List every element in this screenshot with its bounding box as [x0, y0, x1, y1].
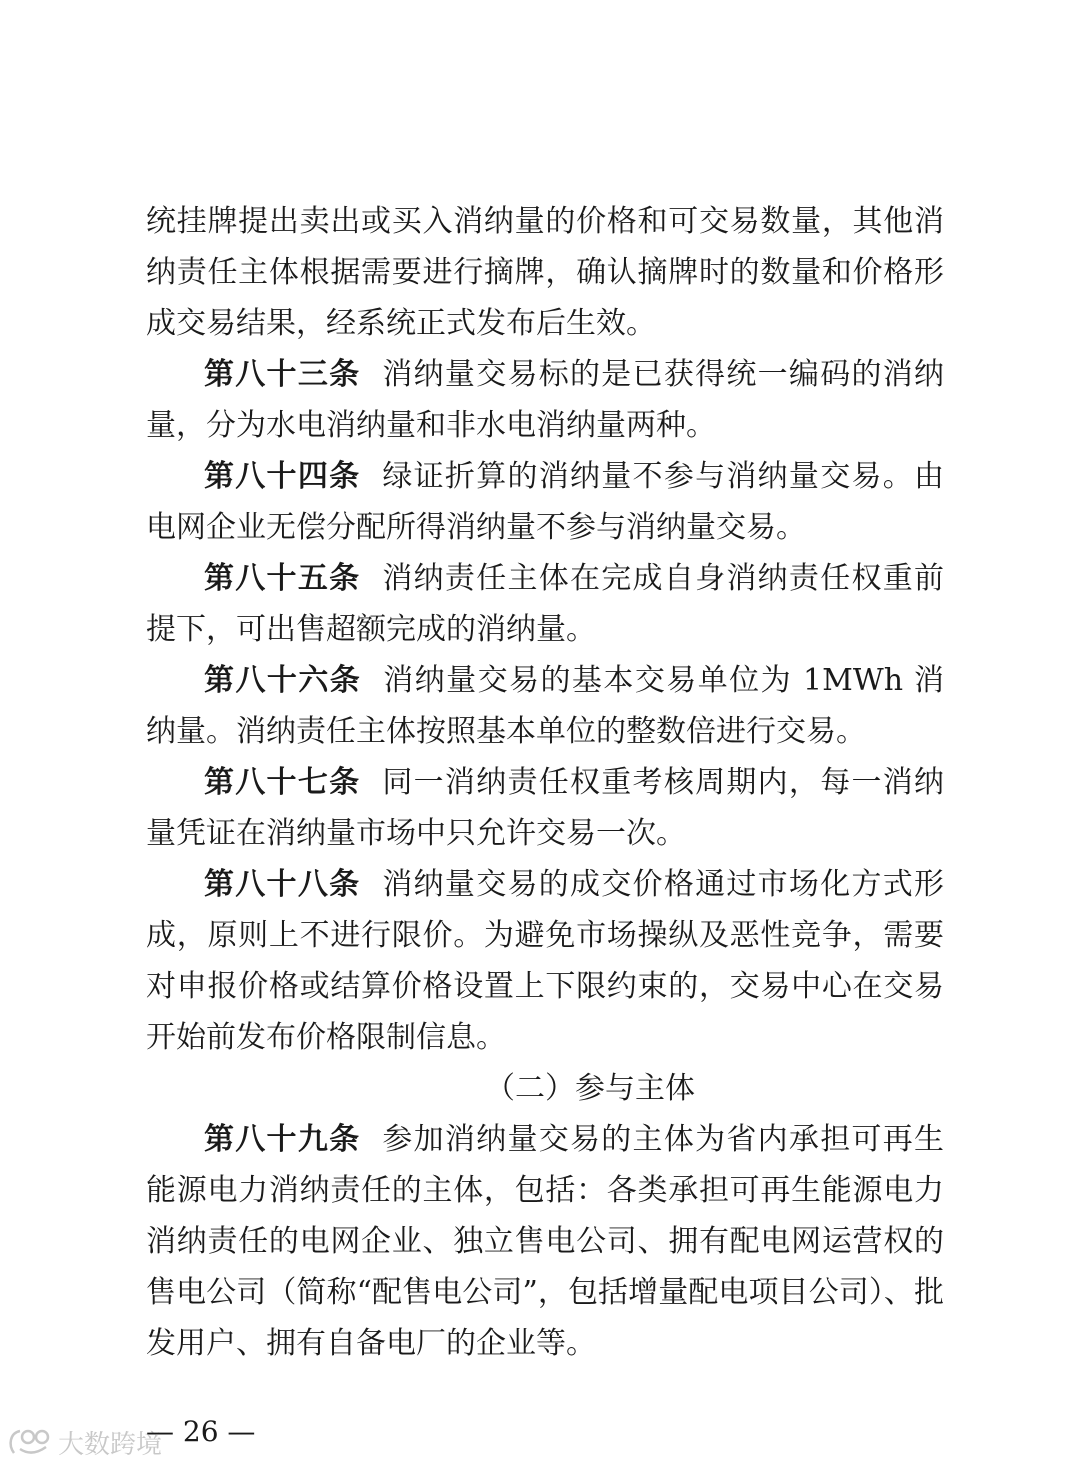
article-85 — [146, 553, 944, 655]
article-text: 消纳量交易的成交价格通过市场化方式形成，原则上不进行限价。为避免市场操纵及恶性竞争，需要对申报价格或结算价格设置上下限约束的，交易中心在交易开始前发布价格限制信息。 — [146, 867, 945, 1055]
article-88 — [146, 859, 944, 1063]
article-number: 第八十七条 — [204, 765, 361, 800]
article-text: 消纳责任主体在完成自身消纳责任权重前提下，可出售超额完成的消纳量。 — [146, 561, 945, 647]
article-text: 消纳量交易的基本交易单位为 1MWh 消纳量。消纳责任主体按照基本单位的整数倍进行交易。 — [146, 663, 944, 749]
paragraph-text: 统挂牌提出卖出或买入消纳量的价格和可交易数量，其他消纳责任主体根据需要进行摘牌，确认摘牌时的数量和价格形成交易结果，经系统正式发布后生效。 — [146, 204, 944, 341]
article-number: 第八十八条 — [204, 867, 361, 902]
article-87 — [146, 757, 944, 859]
watermark-text: 大数跨境 — [58, 1429, 163, 1460]
page-number: — 26 — — [146, 1415, 256, 1448]
watermark — [6, 1422, 162, 1462]
section-heading: （二）参与主体 — [485, 1071, 695, 1106]
article-number: 第八十九条 — [204, 1122, 361, 1157]
article-number: 第八十四条 — [204, 459, 361, 494]
article-86 — [146, 655, 944, 757]
article-text: 同一消纳责任权重考核周期内，每一消纳量凭证在消纳量市场中只允许交易一次。 — [146, 765, 945, 851]
article-number: 第八十三条 — [204, 357, 361, 392]
article-text: 绿证折算的消纳量不参与消纳量交易。由电网企业无偿分配所得消纳量不参与消纳量交易。 — [146, 459, 945, 545]
article-text: 参加消纳量交易的主体为省内承担可再生能源电力消纳责任的主体，包括：各类承担可再生能源电力消纳责任的电网企业、独立售电公司、拥有配电网运营权的售电公司（简称“配售电公司”，包括增量配电项目公司）、批发用户、拥有自备电厂的企业等。 — [146, 1122, 945, 1361]
article-text: 消纳量交易标的是已获得统一编码的消纳量，分为水电消纳量和非水电消纳量两种。 — [146, 357, 945, 443]
article-number: 第八十五条 — [204, 561, 361, 596]
watermark-logo-icon — [6, 1425, 54, 1459]
article-84 — [146, 451, 944, 553]
article-number: 第八十六条 — [204, 663, 362, 698]
article-89 — [146, 1114, 944, 1369]
article-83 — [146, 349, 944, 451]
document-body — [146, 196, 944, 1369]
paragraph-continuation — [146, 196, 944, 349]
